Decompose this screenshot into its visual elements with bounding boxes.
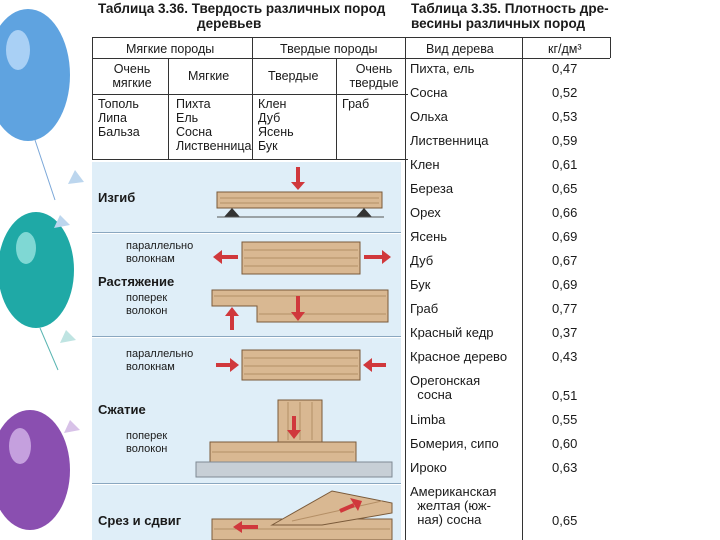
density-row-name: Пихта, ель (410, 61, 475, 76)
density-row-name: Лиственница (410, 133, 489, 148)
density-row-name: Сосна (410, 85, 448, 100)
load-arrow-down-icon (291, 167, 305, 190)
density-row-value: 0,55 (552, 412, 578, 427)
density-row-value: 0,65 (552, 181, 578, 196)
density-row-name: Ольха (410, 109, 448, 124)
arrow-right-in-icon (216, 358, 239, 372)
density-row-name: Граб (410, 301, 439, 316)
bend-label: Изгиб (98, 190, 136, 205)
density-row-value: 0,66 (552, 205, 578, 220)
density-row-value: 0,43 (552, 349, 578, 364)
list-soft: Пихта Ель Сосна Лиственница (176, 97, 252, 153)
density-row-name: Клен (410, 157, 440, 172)
hardness-title-line2: деревьев (197, 16, 262, 31)
arrow-up-icon (225, 307, 239, 330)
sub-hard: Твердые (268, 69, 319, 83)
density-row-value: 0,37 (552, 325, 578, 340)
density-row-value: 0,59 (552, 133, 578, 148)
teal-balloon-icon (0, 212, 74, 370)
sub-soft: Мягкие (188, 69, 230, 83)
tension-label: Растяжение (98, 274, 175, 289)
hardness-title-line1: Таблица 3.36. Твердость различных пород (98, 1, 386, 16)
support-right-icon (356, 208, 372, 217)
compression-panel (92, 338, 401, 484)
compression-label: Сжатие (98, 402, 146, 417)
density-row-name: Дуб (410, 253, 434, 268)
tension-diagram (92, 234, 401, 336)
density-row-name: Орегонская сосна (410, 373, 481, 402)
density-title-line1: Таблица 3.35. Плотность дре- (411, 1, 609, 16)
density-row-value: 0,60 (552, 436, 578, 451)
arrow-right-icon (364, 250, 391, 264)
density-row-value: 0,65 (552, 513, 578, 528)
bend-diagram (92, 162, 401, 232)
sub-very-soft: Очень мягкие (112, 62, 152, 90)
density-row-name: Ясень (410, 229, 448, 244)
list-very-soft: Тополь Липа Бальза (98, 97, 140, 139)
arrow-left-icon (213, 250, 238, 264)
density-row-value: 0,69 (552, 229, 578, 244)
col-hard-header: Твердые породы (280, 42, 378, 56)
balloon-decoration (0, 0, 92, 540)
col-soft-header: Мягкие породы (126, 42, 215, 56)
purple-balloon-icon (0, 410, 70, 530)
tension-across-label: поперек волокон (126, 292, 168, 317)
compression-across-label: поперек волокон (126, 430, 168, 455)
compression-along-label: параллельно волокнам (126, 348, 194, 373)
density-row-value: 0,77 (552, 301, 578, 316)
support-left-icon (224, 208, 240, 217)
bend-panel (92, 162, 401, 233)
density-row-value: 0,51 (552, 388, 578, 403)
density-row-value: 0,47 (552, 61, 578, 76)
list-hard: Клен Дуб Ясень Бук (258, 97, 294, 153)
shear-label: Срез и сдвиг (98, 513, 182, 528)
sub-very-hard: Очень твердые (349, 62, 399, 90)
density-row-name: Орех (410, 205, 441, 220)
compression-diagram (92, 338, 401, 483)
density-row-name: Ироко (410, 460, 447, 475)
density-row-name: Limba (410, 412, 446, 427)
arrow-left-in-icon (363, 358, 386, 372)
density-row-value: 0,53 (552, 109, 578, 124)
density-row-name: Американская желтая (юж- ная) сосна (410, 484, 497, 527)
tension-panel (92, 234, 401, 337)
density-row-value: 0,63 (552, 460, 578, 475)
density-row-name: Красный кедр (410, 325, 494, 340)
density-row-value: 0,67 (552, 253, 578, 268)
blue-balloon-icon (0, 9, 70, 200)
density-title-line2: весины различных пород (411, 16, 586, 31)
list-very-hard: Граб (342, 97, 370, 111)
tension-along-label: параллельно волокнам (126, 240, 194, 265)
shear-panel (92, 485, 401, 540)
hardness-table (92, 0, 408, 160)
density-row-name: Бомерия, сипо (410, 436, 499, 451)
density-row-name: Береза (410, 181, 454, 196)
density-row-value: 0,52 (552, 85, 578, 100)
density-row-value: 0,69 (552, 277, 578, 292)
density-species-header: Вид дерева (426, 42, 494, 56)
density-row-value: 0,61 (552, 157, 578, 172)
density-unit-header: кг/дм³ (548, 42, 582, 56)
density-table (405, 0, 523, 540)
shear-diagram (92, 485, 401, 540)
density-row-name: Бук (410, 277, 431, 292)
density-row-name: Красное дерево (410, 349, 508, 364)
